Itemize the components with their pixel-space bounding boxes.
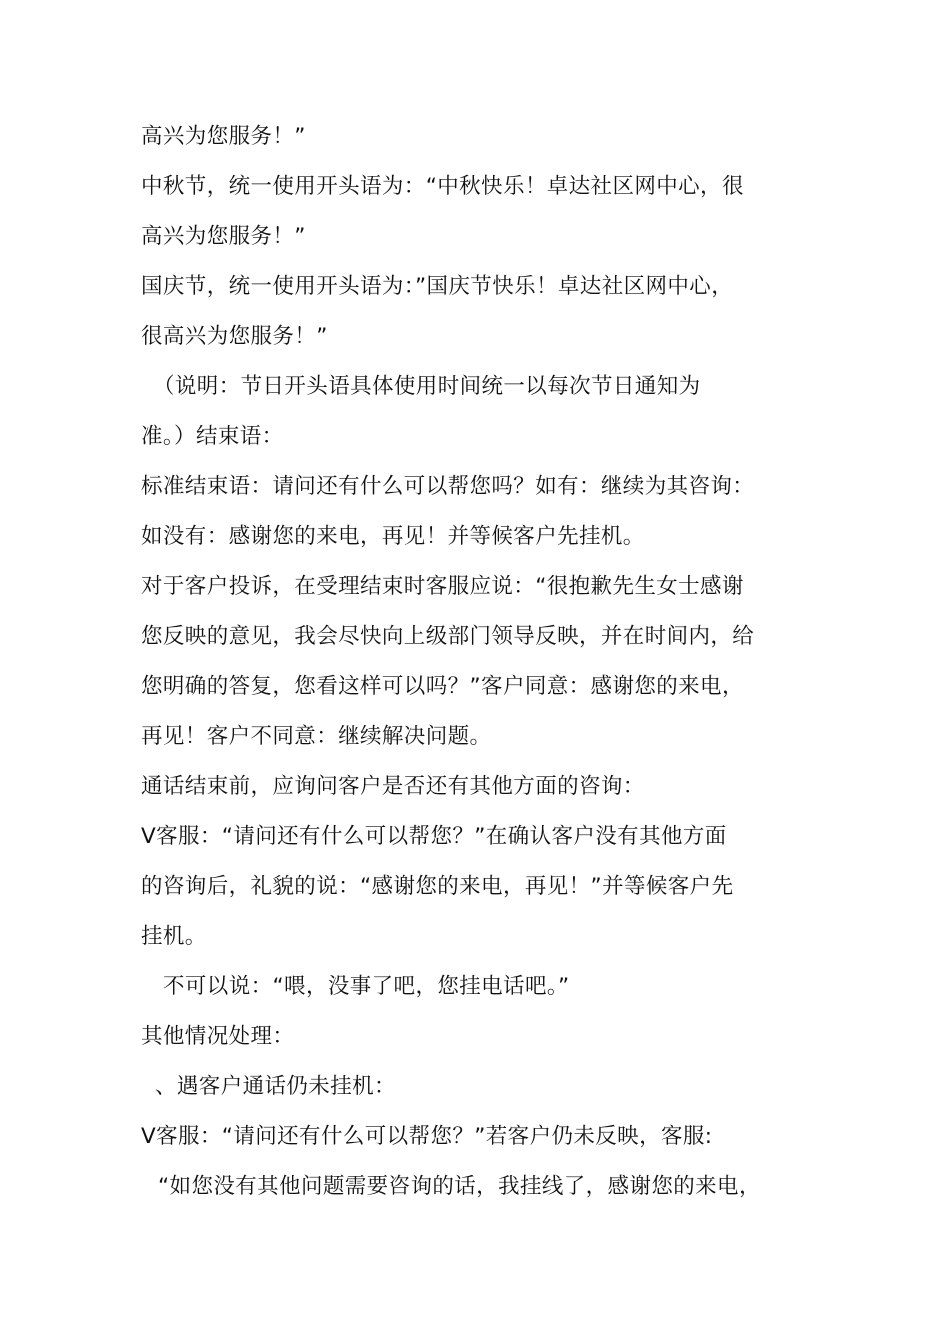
text-line-16: 的咨询后，礼貌的说：“感谢您的来电，再见！”并等候客户先	[141, 874, 734, 899]
text-line-11: 您反映的意见，我会尽快向上级部门领导反映，并在时间内，给	[141, 624, 755, 649]
text-line-10: 对于客户投诉，在受理结束时客服应说：“很抱歉先生女士感谢	[141, 574, 744, 599]
text-line-22: “如您没有其他问题需要咨询的话，我挂线了，感谢您的来电，	[158, 1174, 761, 1199]
text-line-17: 挂机。	[141, 924, 207, 949]
text-line-14: 通话结束前，应询问客户是否还有其他方面的咨询：	[141, 774, 645, 799]
text-line-2: 中秋节，统一使用开头语为：“中秋快乐！卓达社区网中心，很	[141, 174, 744, 199]
text-line-15: V客服：“请问还有什么可以帮您？”在确认客户没有其他方面	[141, 824, 727, 849]
text-line-4: 国庆节，统一使用开头语为：”国庆节快乐！卓达社区网中心，	[141, 274, 734, 299]
text-line-13: 再见！客户不同意：继续解决问题。	[141, 724, 492, 749]
text-line-1: 高兴为您服务！”	[141, 124, 306, 149]
text-line-21: V客服：“请问还有什么可以帮您？”若客户仍未反映，客服:	[141, 1124, 713, 1149]
text-line-19: 其他情况处理：	[141, 1024, 295, 1049]
text-line-12: 您明确的答复，您看这样可以吗？”客户同意：感谢您的来电，	[141, 674, 744, 699]
text-line-9: 如没有：感谢您的来电，再见！并等候客户先挂机。	[141, 524, 645, 549]
text-line-18: 不可以说：“喂，没事了吧，您挂电话吧。”	[163, 974, 570, 999]
text-line-20: 、遇客户通话仍未挂机：	[155, 1074, 396, 1099]
text-line-6: （说明：节日开头语具体使用时间统一以每次节日通知为	[153, 374, 701, 399]
text-line-3: 高兴为您服务！”	[141, 224, 306, 249]
text-line-8: 标准结束语：请问还有什么可以帮您吗？如有：继续为其咨询：	[141, 474, 755, 499]
text-line-5: 很高兴为您服务！”	[141, 324, 328, 349]
text-line-7: 准。）结束语：	[141, 424, 284, 449]
